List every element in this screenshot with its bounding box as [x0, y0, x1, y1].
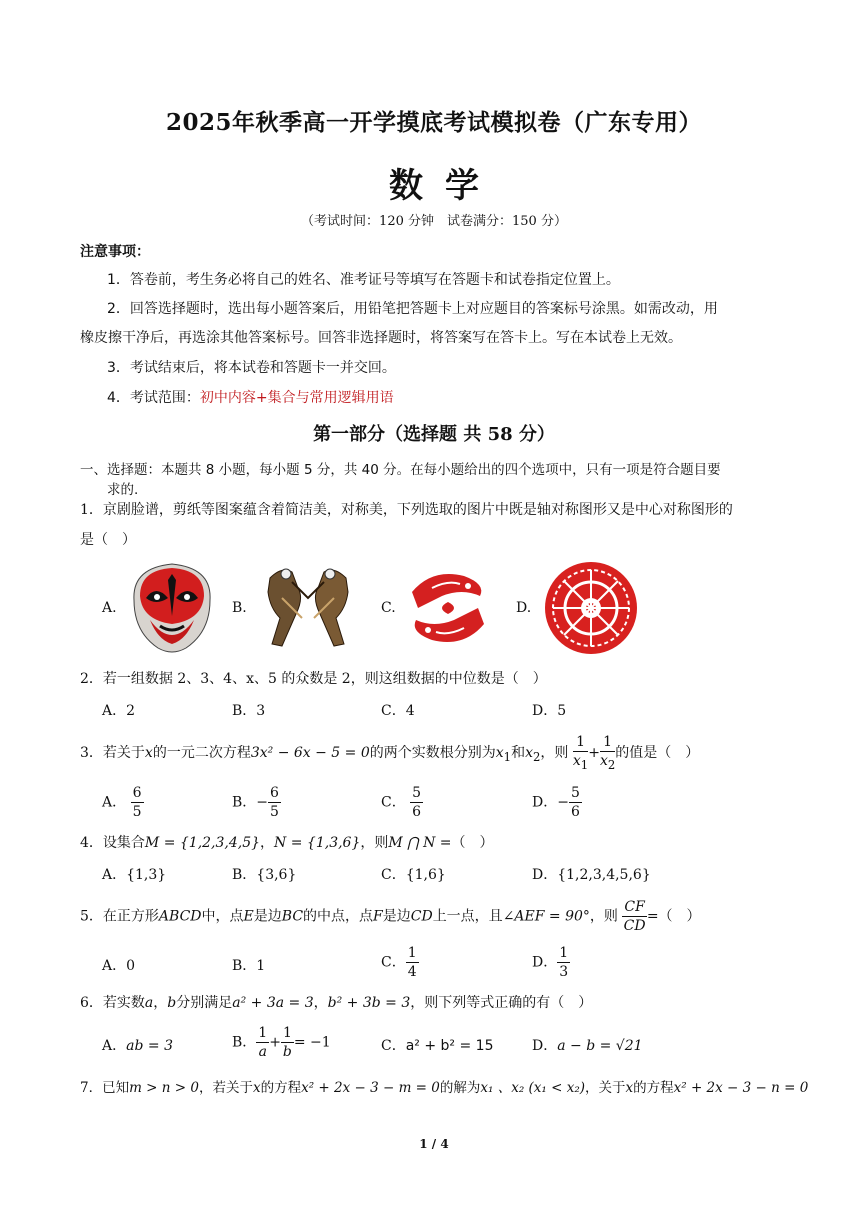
q6-option-b: B． $\frac{1}{a}$ + $\frac{1}{b}$ = −1 [232, 1025, 331, 1060]
q3-option-b: B．− $\frac{6}{5}$ [232, 785, 279, 820]
q2-stem: 2．若一组数据 2、3、4、x、5 的众数是 2，则这组数据的中位数是（ ） [80, 671, 547, 687]
section-instructions: 一、选择题：本题共 8 小题，每小题 5 分，共 40 分。在每小题给出的四个选项中，只有一项是符合题目要 [80, 462, 721, 478]
q3-stem: 3．若关于x的一元二次方程3x² − 6x − 5 = 0的两个实数根分别为$x_1$和$x_2$，则 $\frac{1}{x_1}$ + $\frac{1}{x_2}$ 的值是（ ） [80, 734, 700, 772]
q6-option-a: A．ab = 3 [102, 1038, 173, 1054]
page-number: 1 / 4 [419, 1137, 449, 1151]
notice-item-3: 3．考试结束后，将本试卷和答题卡一并交回。 [107, 360, 396, 376]
notice-item-2: 2．回答选择题时，选出每小题答案后，用铅笔把答题卡上对应题目的答案标号涂黑。如需改动，用 [107, 301, 718, 317]
exam-meta: （考试时间：120 分钟 试卷满分：150 分） [301, 214, 567, 229]
q1-stem-cont: 是（ ） [80, 532, 136, 548]
part-heading: 第一部分（选择题 共 58 分） [313, 424, 555, 445]
notice-item-2-cont: 橡皮擦干净后，再选涂其他答案标号。回答非选择题时，将答案写在答卡上。写在本试卷上无效。 [80, 330, 682, 346]
q6-option-d: D．a − b = √21 [532, 1038, 643, 1054]
q4-option-a: A．{1,3} [102, 867, 167, 883]
section-instructions-cont: 求的. [107, 482, 139, 498]
q5-option-d: D． $\frac{1}{3}$ [532, 945, 569, 980]
q2-option-b: B．3 [232, 703, 266, 719]
shadow-puppet-image [252, 558, 364, 654]
fish-papercut-image [402, 562, 494, 654]
q3-option-c: C． $\frac{5}{6}$ [381, 785, 422, 820]
q1-option-b-label: B. [232, 600, 247, 616]
q5-option-b: B．1 [232, 958, 266, 974]
q2-option-a: A．2 [102, 703, 136, 719]
q1-option-c-label: C. [381, 600, 396, 616]
subject-title: 数学 [389, 166, 501, 206]
q5-stem: 5．在正方形ABCD中，点E是边BC的中点，点F是边CD上一点，且∠AEF = 90°，则 $\frac{CF}{CD}$ =（ ） [80, 899, 701, 934]
notice-item-4 [107, 388, 394, 408]
exam-scope: 初中内容+集合与常用逻辑用语 [199, 390, 394, 406]
notice-item-4-label: 4．考试范围： [107, 390, 200, 406]
q3-option-a: A． $\frac{6}{5}$ [102, 785, 142, 820]
q4-option-b: B．{3,6} [232, 867, 297, 883]
q2-option-d: D．5 [532, 703, 567, 719]
q1-stem: 1．京剧脸谱，剪纸等图案蕴含着简洁美，对称美，下列选取的图片中既是轴对称图形又是中心对称图形的 [80, 502, 733, 518]
q3-option-d: D．− $\frac{5}{6}$ [532, 785, 580, 820]
opera-mask-image [126, 560, 218, 656]
q5-option-c: C． $\frac{1}{4}$ [381, 945, 417, 980]
q7-stem: 7．已知m > n > 0，若关于x的方程x² + 2x − 3 − m = 0的解为x₁ 、x₂ (x₁ < x₂)，关于x的方程x² + 2x − 3 − n = 0 [80, 1080, 809, 1096]
notice-item-1: 1．答卷前，考生务必将自己的姓名、准考证号等填写在答题卡和试卷指定位置上。 [107, 272, 620, 288]
q5-option-a: A．0 [102, 958, 136, 974]
round-papercut-image [544, 561, 638, 655]
q4-option-c: C．{1,6} [381, 867, 446, 883]
q6-option-c: C．a² + b² = 15 [381, 1038, 494, 1054]
q4-stem: 4．设集合M = {1,2,3,4,5}，N = {1,3,6}，则M ⋂ N =（ ） [80, 835, 494, 851]
q1-option-d-label: D. [516, 600, 532, 616]
q6-stem: 6．若实数a，b分别满足a² + 3a = 3，b² + 3b = 3，则下列等式正确的有（ ） [80, 995, 593, 1011]
q2-option-c: C．4 [381, 703, 415, 719]
exam-title: 2025年秋季高一开学摸底考试模拟卷（广东专用） [165, 109, 702, 136]
q4-option-d: D．{1,2,3,4,5,6} [532, 867, 651, 883]
notice-heading: 注意事项： [80, 244, 150, 260]
q1-option-a-label: A. [102, 600, 117, 616]
